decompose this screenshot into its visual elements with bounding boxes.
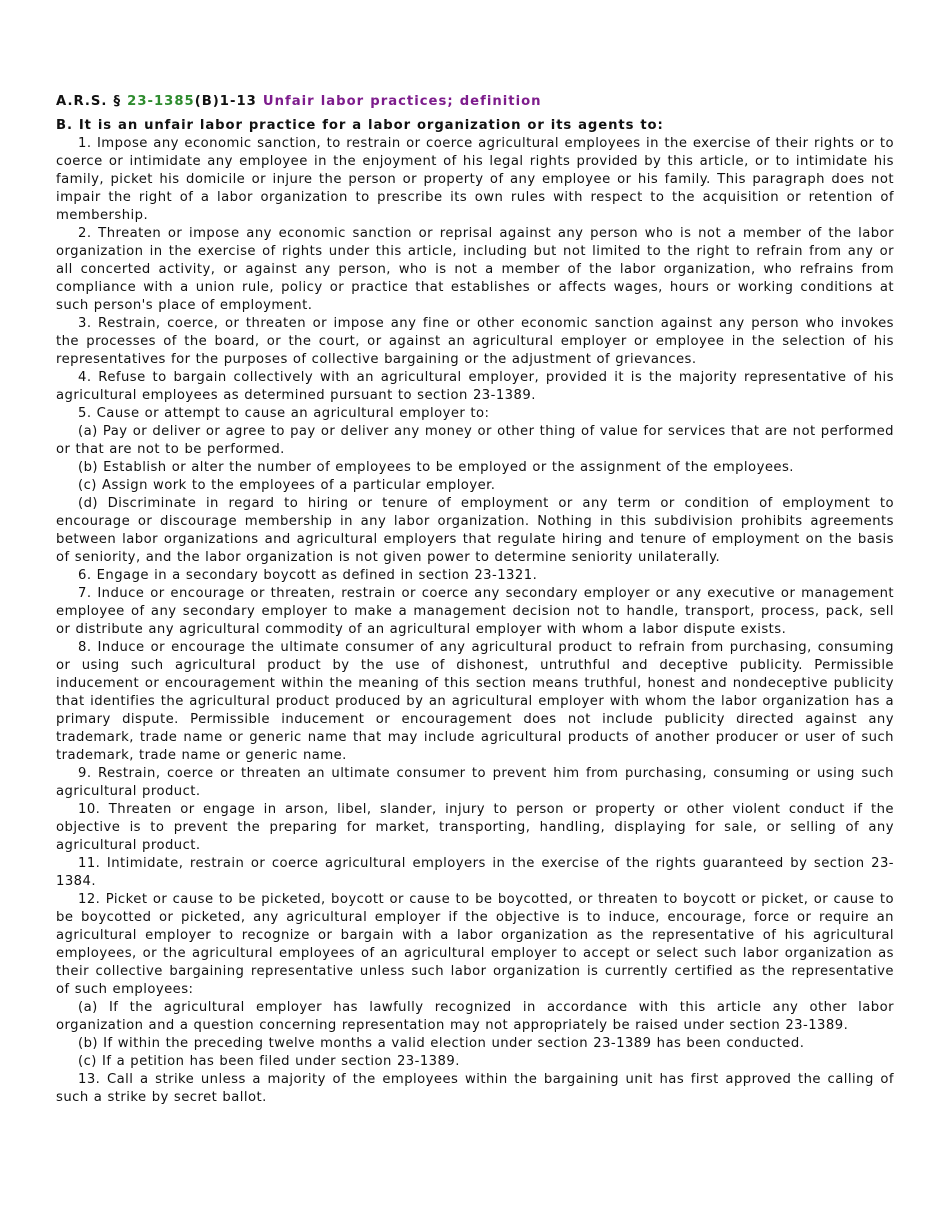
paragraph-4: 4. Refuse to bargain collectively with an agricultural employer, provided it is the majority representative of his agricultural employees as determined pursuant to section 23-1389. [56,370,894,403]
paragraph-13: 13. Call a strike unless a majority of the employees within the bargaining unit has first approved the calling of such a strike by secret ballot. [56,1072,894,1105]
paragraph-2: 2. Threaten or impose any economic sanction or reprisal against any person who is not a member of the labor organization in the exercise of rights under this article, including but not limited to the right to refrain from any or all concerted activity, or against any person, who is not a member of the labor organization, who refrains from compliance with a union rule, policy or practice that establishes or affects wages, hours or working conditions at such person's place of employment. [56,226,894,313]
subsection-lead: B. It is an unfair labor practice for a labor organization or its agents to: [56,118,664,133]
statute-title: Unfair labor practices; definition [262,94,542,109]
statute-prefix: A.R.S. § [56,94,128,109]
paragraph-5: 5. Cause or attempt to cause an agricultural employer to: [78,406,490,421]
statute-heading [56,93,894,111]
paragraph-3: 3. Restrain, coerce, or threaten or impose any fine or other economic sanction against any person who invokes the processes of the board, or the court, or against an agricultural employer or employee in the selection of his representatives for the purposes of collective bargaining or the adjustment of grievances. [56,316,894,367]
paragraph-9: 9. Restrain, coerce or threaten an ultimate consumer to prevent him from purchasing, consuming or using such agricultural product. [56,766,894,799]
paragraph-12c: (c) If a petition has been filed under section 23-1389. [78,1054,460,1069]
paragraph-7: 7. Induce or encourage or threaten, restrain or coerce any secondary employer or any executive or management employee of any secondary employer to make a management decision not to handle, transport, process, pack, sell or distribute any agricultural commodity of an agricultural employer with whom a labor dispute exists. [56,586,894,637]
paragraph-5a: (a) Pay or deliver or agree to pay or deliver any money or other thing of value for services that are not performed or that are not to be performed. [56,424,894,457]
paragraph-11: 11. Intimidate, restrain or coerce agricultural employers in the exercise of the rights guaranteed by section 23-1384. [56,856,894,889]
paragraph-1: 1. Impose any economic sanction, to restrain or coerce agricultural employees in the exercise of their rights or to coerce or intimidate any employee in the enjoyment of his legal rights provided by this article, or to intimidate his family, picket his domicile or injure the person or property of any employee or his family. This paragraph does not impair the right of a labor organization to prescribe its own rules with respect to the acquisition or retention of membership. [56,136,894,223]
paragraph-12: 12. Picket or cause to be picketed, boycott or cause to be boycotted, or threaten to boycott or picket, or cause to be boycotted or picketed, any agricultural employer if the objective is to induce, encourage, force or require an agricultural employer to recognize or bargain with a labor organization as the representative of his agricultural employees, or the agricultural employees of an agricultural employer to accept or select such labor organization as their collective bargaining representative unless such labor organization is currently certified as the representative of such employees: [56,892,894,997]
paragraph-5b: (b) Establish or alter the number of employees to be employed or the assignment of the employees. [78,460,794,475]
paragraph-5d: (d) Discriminate in regard to hiring or tenure of employment or any term or condition of employment to encourage or discourage membership in any labor organization. Nothing in this subdivision prohibits agreements between labor organizations and agricultural employers that regulate hiring and tenure of employment on the basis of seniority, and the labor organization is not given power to determine seniority unilaterally. [56,496,894,565]
statute-subsection: (B)1-13 [194,94,263,109]
statute-document [56,93,894,1107]
paragraph-8: 8. Induce or encourage the ultimate consumer of any agricultural product to refrain from purchasing, consuming or using such agricultural product by the use of dishonest, untruthful and deceptive publicity. Permissible inducement or encouragement within the meaning of this section means truthful, honest and nondeceptive publicity that identifies the agricultural product produced by an agricultural employer with whom the labor organization has a primary dispute. Permissible inducement or encouragement does not include publicity directed against any trademark, trade name or generic name that may include agricultural products of another producer or user of such trademark, trade name or generic name. [56,640,894,763]
paragraph-5c: (c) Assign work to the employees of a particular employer. [78,478,496,493]
statute-section-link[interactable]: 23-1385 [127,94,195,109]
paragraph-10: 10. Threaten or engage in arson, libel, slander, injury to person or property or other violent conduct if the objective is to prevent the preparing for market, transporting, handling, displaying for sale, or selling of any agricultural product. [56,802,894,853]
paragraph-12b: (b) If within the preceding twelve months a valid election under section 23-1389 has been conducted. [78,1036,805,1051]
paragraph-6: 6. Engage in a secondary boycott as defined in section 23-1321. [78,568,538,583]
paragraph-12a: (a) If the agricultural employer has lawfully recognized in accordance with this article any other labor organization and a question concerning representation may not appropriately be raised under section 23-1389. [56,1000,894,1033]
